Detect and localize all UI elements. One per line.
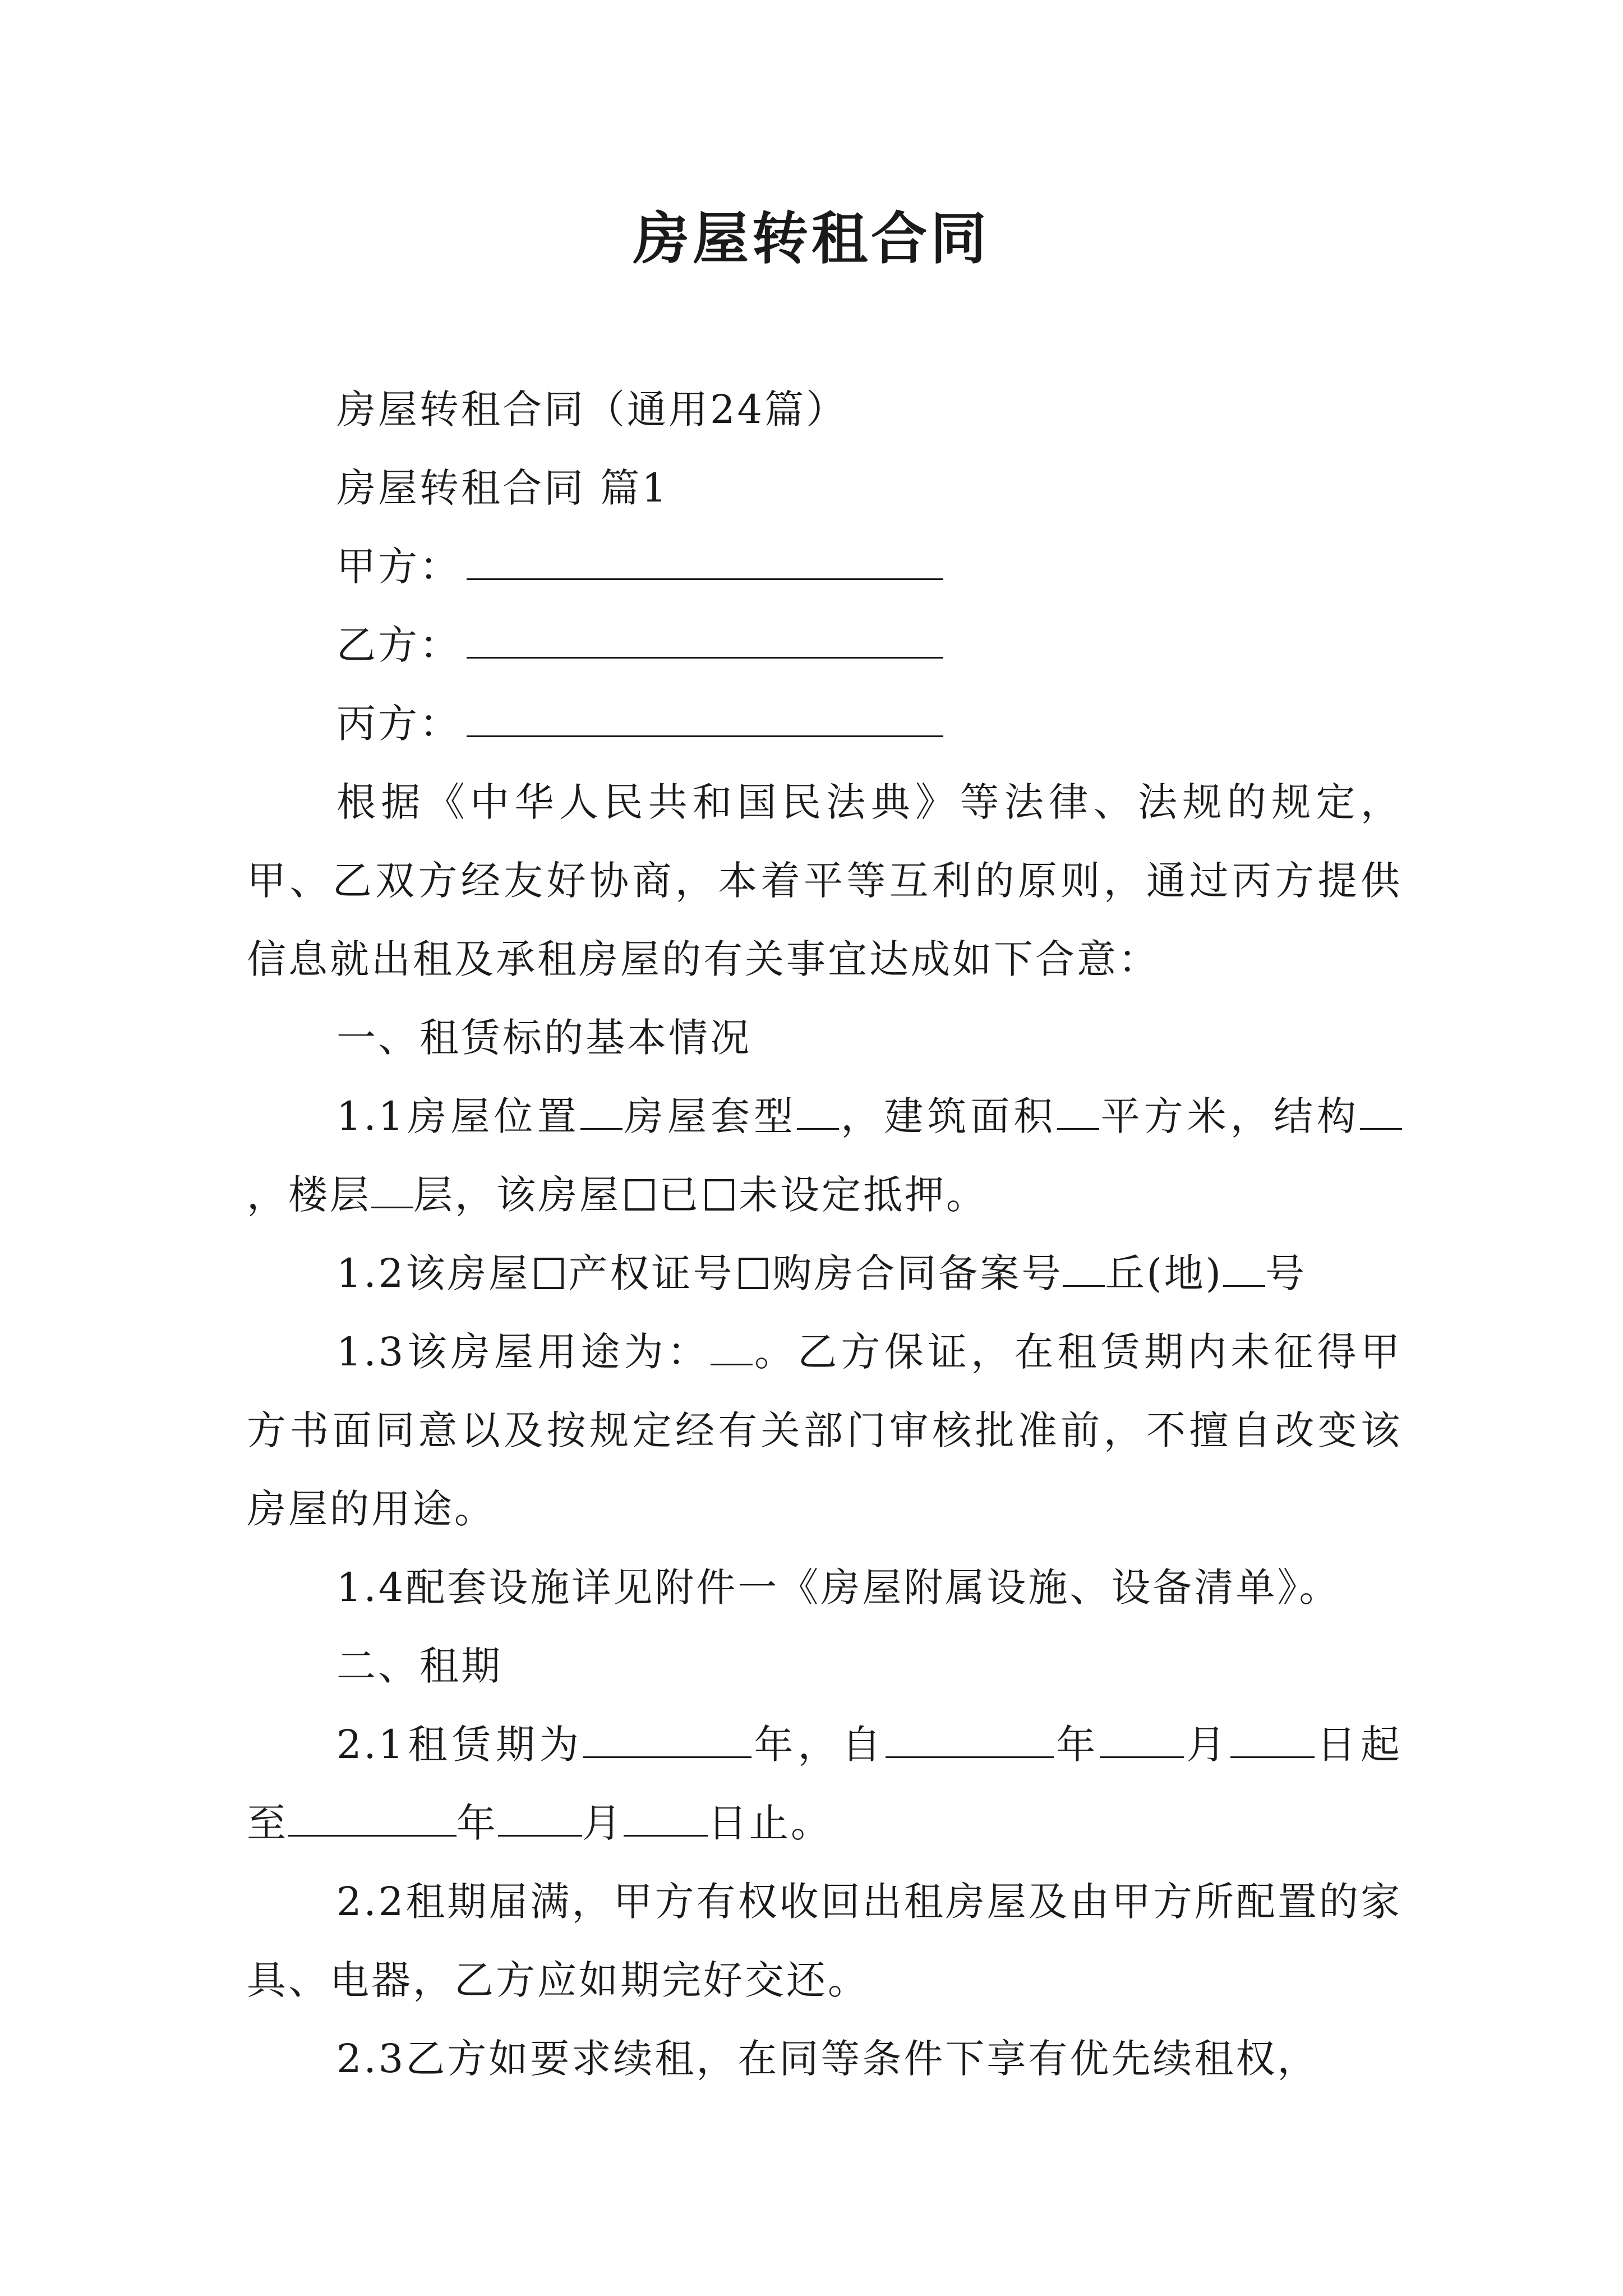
- start-year-blank: [886, 1722, 1054, 1758]
- clause-text: 月: [582, 1800, 624, 1846]
- clause-text: 日止。: [708, 1800, 832, 1846]
- clause-text: 已: [659, 1172, 700, 1218]
- clause-text: 房屋套型: [622, 1093, 797, 1139]
- section1-heading: 一、租赁标的基本情况: [336, 1015, 751, 1061]
- document-body: [247, 370, 1402, 2098]
- clause-text: 1.2该房屋: [336, 1250, 531, 1296]
- clause-1-3: [247, 1313, 1402, 1548]
- layout-blank: [797, 1093, 839, 1130]
- clause-text: 丘(地): [1105, 1250, 1223, 1296]
- clause-1-2: [247, 1234, 1402, 1313]
- clause-text: 产权证号: [568, 1250, 735, 1296]
- floor-blank: [371, 1172, 413, 1208]
- clause-text: 日起至: [247, 1722, 1403, 1846]
- clause-text: 层，该房屋: [413, 1172, 621, 1218]
- clause-text: 月: [1184, 1722, 1230, 1768]
- clause-text: 年，自: [751, 1722, 886, 1768]
- clause-text: ，建筑面积: [839, 1093, 1057, 1139]
- mortgaged-checkbox[interactable]: [625, 1179, 654, 1211]
- document-title: 房屋转租合同: [633, 205, 990, 272]
- clause-2-3: 2.3乙方如要求续租，在同等条件下享有优先续租权，: [336, 2036, 1319, 2082]
- clause-text: 年: [1053, 1722, 1100, 1768]
- location-blank: [580, 1093, 623, 1130]
- parcel-number-blank: [1223, 1250, 1265, 1287]
- clause-text: 1.3该房屋用途为：: [336, 1329, 711, 1375]
- clause-text: 年: [457, 1800, 498, 1846]
- party-a-line: [247, 527, 1402, 606]
- clause-2-2: 2.2租期届满，甲方有权收回出租房屋及由甲方所配置的家具、电器，乙方应如期完好交还。: [247, 1879, 1402, 2003]
- party-c-label: 丙方：: [336, 701, 461, 747]
- end-month-blank: [498, 1800, 582, 1837]
- purchase-contract-checkbox[interactable]: [739, 1258, 768, 1289]
- not-mortgaged-checkbox[interactable]: [705, 1179, 734, 1211]
- record-number-blank: [1063, 1250, 1105, 1287]
- clause-1-1: [247, 1077, 1402, 1234]
- party-c-blank: [467, 701, 943, 737]
- document-subtitle: 房屋转租合同（通用24篇）: [336, 386, 848, 432]
- party-b-line: [247, 606, 1402, 684]
- section2-heading: 二、租期: [336, 1643, 502, 1689]
- start-month-blank: [1100, 1722, 1184, 1758]
- party-b-blank: [467, 622, 943, 659]
- party-c-line: [247, 684, 1402, 763]
- clause-2-1: [247, 1705, 1402, 1862]
- title-certificate-checkbox[interactable]: [534, 1258, 564, 1289]
- party-b-label: 乙方：: [336, 622, 461, 668]
- clause-text: 平方米，结构: [1099, 1093, 1361, 1139]
- lease-years-blank: [583, 1722, 751, 1758]
- structure-blank: [1360, 1093, 1402, 1130]
- start-day-blank: [1230, 1722, 1315, 1758]
- intro-paragraph: 根据《中华人民共和国民法典》等法律、法规的规定，甲、乙双方经友好协商，本着平等互利的原则，通过丙方提供信息就出租及承租房屋的有关事宜达成如下合意：: [247, 779, 1402, 982]
- clause-text: 未设定抵押。: [739, 1172, 988, 1218]
- section-heading: 房屋转租合同 篇1: [336, 465, 669, 511]
- usage-blank: [711, 1329, 753, 1365]
- end-year-blank: [288, 1800, 457, 1837]
- clause-text: 。乙方保证，在租赁期内未征得甲方书面同意以及按规定经有关部门审核批准前，不擅自改变该房屋的用途。: [247, 1329, 1402, 1532]
- clause-text: 号: [1265, 1250, 1307, 1296]
- clause-text: 购房合同备案号: [772, 1250, 1063, 1296]
- clause-text: 1.1房屋位置: [336, 1093, 580, 1139]
- area-blank: [1057, 1093, 1099, 1130]
- clause-text: ，楼层: [247, 1172, 371, 1218]
- clause-text: 2.1租赁期为: [336, 1722, 584, 1768]
- clause-1-4: 1.4配套设施详见附件一《房屋附属设施、设备清单》。: [336, 1565, 1341, 1611]
- party-a-blank: [467, 544, 943, 580]
- party-a-label: 甲方：: [336, 544, 461, 590]
- end-day-blank: [624, 1800, 708, 1837]
